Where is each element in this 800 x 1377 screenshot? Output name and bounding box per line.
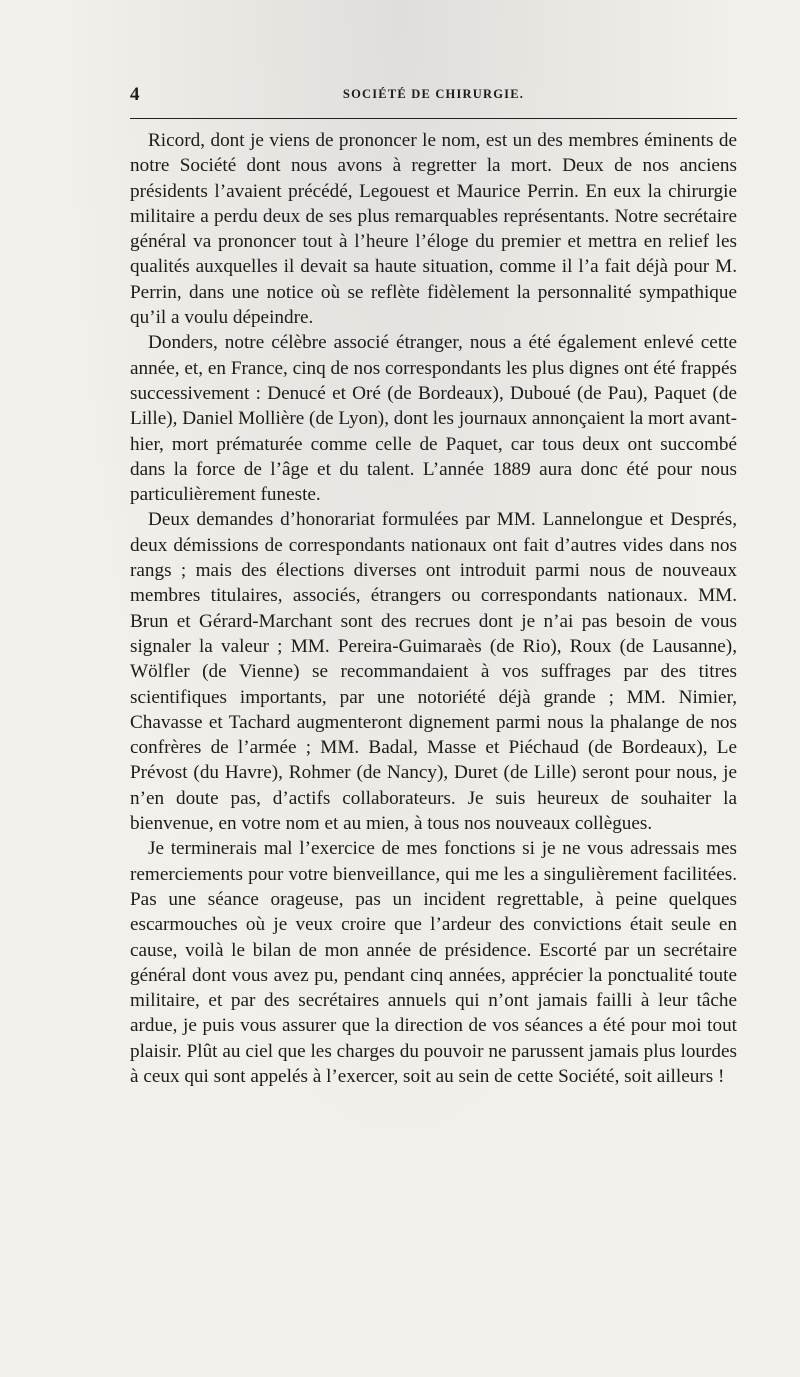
paragraph-donders: Donders, notre célèbre associé étranger, nous a été également enlevé cette année, et, en France, cinq de nos correspondants les plus dignes ont été frappés successivement : Denucé et Oré (de Bordeaux), Duboué (de Pau), Paquet (de Lille), Daniel Mollière (de Lyon), dont les journaux annonçaient la mort avant-hier, mort prématurée comme celle de Paquet, car tous deux ont succombé dans la force de l’âge et du talent. L’année 1889 aura donc été pour nous particulièrement funeste. — [130, 332, 737, 506]
body-text — [130, 128, 737, 1089]
page-number: 4 — [130, 84, 140, 105]
paragraph-ricord: Ricord, dont je viens de prononcer le nom, est un des membres éminents de notre Société dont nous avons à regretter la mort. Deux de nos anciens présidents l’avaient précédé, Legouest et Maurice Perrin. En eux la chirurgie militaire a perdu deux de ses plus remarquables représentants. Notre secrétaire général va prononcer tout à l’heure l’éloge du premier et mettra en relief les qualités auxquelles il devait sa haute situation, comme il l’a fait déjà pour M. Perrin, dans une notice où se reflète fidèlement la personnalité sympathique qu’il a voulu dépeindre. — [130, 130, 737, 329]
running-title: SOCIÉTÉ DE CHIRURGIE. — [342, 87, 525, 101]
paragraph-honorariat: Deux demandes d’honorariat formulées par MM. Lannelongue et Després, deux démissions de correspondants nationaux ont fait d’autres vides dans nos rangs ; mais des élections diverses ont introduit parmi nous de nouveaux membres titulaires, associés, étrangers ou correspondants nationaux. MM. Brun et Gérard-Marchant sont des recrues dont je n’ai pas besoin de vous signaler la valeur ; MM. Pereira-Guimaraès (de Rio), Roux (de Lausanne), Wölfler (de Vienne) se recommandaient à vos suffrages par des titres scientifiques importants, par une notoriété déjà grande ; MM. Nimier, Chavasse et Tachard augmenteront dignement parmi nous la phalange de nos confrères de l’armée ; MM. Badal, Masse et Piéchaud (de Bordeaux), Le Prévost (du Havre), Rohmer (de Nancy), Duret (de Lille) seront pour nous, je n’en doute pas, d’actifs collaborateurs. Je suis heureux de souhaiter la bienvenue, en votre nom et au mien, à tous nos nouveaux collègues. — [130, 509, 737, 835]
header-rule — [130, 118, 737, 119]
paragraph-remerciements: Je terminerais mal l’exercice de mes fonctions si je ne vous adressais mes remerciements pour votre bienveillance, qui me les a singulièrement facilitées. Pas une séance orageuse, pas un incident regrettable, à peine quelques escarmouches où je veux croire que l’ardeur des convictions était seule en cause, voilà le bilan de mon année de présidence. Escorté par un secrétaire général dont vous avez pu, pendant cinq années, apprécier la ponctualité toute militaire, et par des secrétaires annuels qui n’ont jamais failli à leur tâche ardue, je puis vous assurer que la direction de vos séances a été pour moi tout plaisir. Plût au ciel que les charges du pouvoir ne parussent jamais plus lourdes à ceux qui sont appelés à l’exercer, soit au sein de cette Société, soit ailleurs ! — [130, 838, 737, 1087]
page-header — [130, 84, 737, 104]
